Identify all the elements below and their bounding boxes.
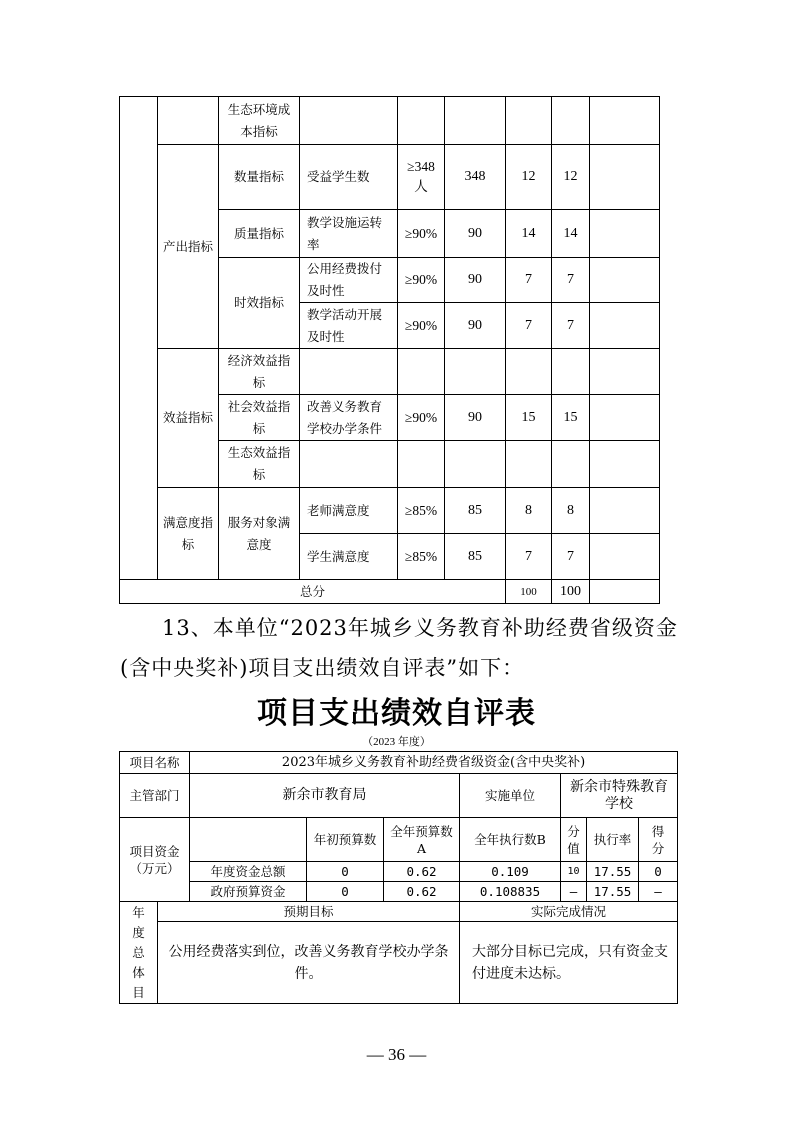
weight-value: 12 — [506, 145, 552, 210]
indicator-detail: 改善义务教育学校办学条件 — [300, 395, 398, 441]
points-value: 10 — [561, 862, 587, 882]
weight-value: 15 — [506, 395, 552, 441]
rate-value: 17.55 — [587, 882, 639, 902]
target-value: ≥90% — [398, 303, 445, 349]
cell-empty — [590, 534, 660, 580]
rate-value: 17.55 — [587, 862, 639, 882]
indicator-table — [119, 96, 660, 604]
hdr-points: 分值 — [561, 818, 587, 862]
full-value: 0.62 — [384, 862, 460, 882]
indicator-detail: 老师满意度 — [300, 488, 398, 534]
score-value: 12 — [552, 145, 590, 210]
hdr-score: 得分 — [639, 818, 678, 862]
dept-value: 新余市教育局 — [190, 774, 460, 818]
score-value: 14 — [552, 210, 590, 258]
first-level-cell — [120, 97, 158, 580]
score-value: 15 — [552, 395, 590, 441]
indicator-quality: 质量指标 — [219, 210, 300, 258]
cell-empty — [506, 97, 552, 145]
score-value: — — [639, 882, 678, 902]
cell-empty — [445, 97, 506, 145]
dept-label: 主管部门 — [120, 774, 190, 818]
hdr-full-year-exec: 全年执行数B — [460, 818, 561, 862]
cell-empty — [506, 441, 552, 488]
score-value: 7 — [552, 258, 590, 303]
cell-empty — [590, 210, 660, 258]
group-benefit: 效益指标 — [158, 349, 219, 488]
indicator-detail: 学生满意度 — [300, 534, 398, 580]
actual-value: 85 — [445, 534, 506, 580]
total-score: 100 — [552, 580, 590, 604]
funds-label: 项目资金（万元） — [120, 818, 190, 902]
exec-value: 0.109 — [460, 862, 561, 882]
cell-empty — [445, 349, 506, 395]
actual-value: 90 — [445, 395, 506, 441]
group-satisfaction: 满意度指标 — [158, 488, 219, 580]
cell-empty — [398, 441, 445, 488]
actual-value: 90 — [445, 258, 506, 303]
initial-value: 0 — [307, 862, 384, 882]
indicator-timeliness: 时效指标 — [219, 258, 300, 349]
cell-empty — [398, 97, 445, 145]
weight-value: 7 — [506, 303, 552, 349]
cell-empty — [300, 441, 398, 488]
indicator-eco-env-cost: 生态环境成本指标 — [219, 97, 300, 145]
cell-empty — [300, 97, 398, 145]
weight-value: 7 — [506, 534, 552, 580]
score-value: 7 — [552, 303, 590, 349]
overall-goal-label: 年度总体目 — [120, 902, 158, 1004]
cell-empty — [590, 441, 660, 488]
indicator-detail: 公用经费拨付及时性 — [300, 258, 398, 303]
indicator-ecological: 生态效益指标 — [219, 441, 300, 488]
second-level-empty — [158, 97, 219, 145]
actual-completion-header: 实际完成情况 — [460, 902, 678, 922]
cell-empty — [590, 488, 660, 534]
indicator-detail: 受益学生数 — [300, 145, 398, 210]
cell-empty — [552, 441, 590, 488]
cell-empty — [300, 349, 398, 395]
cell-empty — [506, 349, 552, 395]
target-value: ≥90% — [398, 210, 445, 258]
target-value: ≥90% — [398, 258, 445, 303]
cell-empty — [590, 145, 660, 210]
expected-goal-header: 预期目标 — [158, 902, 460, 922]
indicator-service-satisfaction: 服务对象满意度 — [219, 488, 300, 580]
actual-completion-text: 大部分目标已完成，只有资金支付进度未达标。 — [460, 922, 678, 1004]
cell-empty — [590, 349, 660, 395]
initial-value: 0 — [307, 882, 384, 902]
project-name: 2023年城乡义务教育补助经费省级资金(含中央奖补) — [190, 752, 678, 774]
indicator-quantity: 数量指标 — [219, 145, 300, 210]
weight-value: 14 — [506, 210, 552, 258]
total-label: 总分 — [120, 580, 506, 604]
unit-value: 新余市特殊教育学校 — [561, 774, 678, 818]
hdr-initial-budget: 年初预算数 — [307, 818, 384, 862]
weight-value: 8 — [506, 488, 552, 534]
score-value: 8 — [552, 488, 590, 534]
row-label: 政府预算资金 — [190, 882, 307, 902]
expected-goal-text: 公用经费落实到位，改善义务教育学校办学条件。 — [158, 922, 460, 1004]
total-weight: 100 — [506, 580, 552, 604]
points-value: — — [561, 882, 587, 902]
actual-value: 85 — [445, 488, 506, 534]
group-output: 产出指标 — [158, 145, 219, 349]
eval-table-year: （2023 年度） — [362, 736, 431, 748]
indicator-detail: 教学活动开展及时性 — [300, 303, 398, 349]
weight-value: 7 — [506, 258, 552, 303]
exec-value: 0.108835 — [460, 882, 561, 902]
hdr-full-year-budget: 全年预算数A — [384, 818, 460, 862]
unit-label: 实施单位 — [460, 774, 561, 818]
cell-empty — [398, 349, 445, 395]
cell-empty — [590, 395, 660, 441]
cell-empty — [190, 818, 307, 862]
hdr-exec-rate: 执行率 — [587, 818, 639, 862]
target-value: ≥85% — [398, 488, 445, 534]
page-number: — 36 — — [366, 1045, 427, 1064]
cell-empty — [590, 258, 660, 303]
cell-empty — [590, 580, 660, 604]
actual-value: 90 — [445, 303, 506, 349]
cell-empty — [552, 349, 590, 395]
section-paragraph: 13、本单位“2023年城乡义务教育补助经费省级资金(含中央奖补)项目支出绩效自评表”如下： — [120, 616, 678, 680]
actual-value: 90 — [445, 210, 506, 258]
cell-empty — [552, 97, 590, 145]
full-value: 0.62 — [384, 882, 460, 902]
indicator-social: 社会效益指标 — [219, 395, 300, 441]
row-label: 年度资金总额 — [190, 862, 307, 882]
eval-table-title: 项目支出绩效自评表 — [257, 696, 536, 731]
project-name-label: 项目名称 — [120, 752, 190, 774]
score-value: 7 — [552, 534, 590, 580]
cell-empty — [590, 303, 660, 349]
eval-table — [119, 751, 678, 1004]
actual-value: 348 — [445, 145, 506, 210]
cell-empty — [590, 97, 660, 145]
indicator-economic: 经济效益指标 — [219, 349, 300, 395]
target-value: ≥348人 — [398, 145, 445, 210]
target-value: ≥90% — [398, 395, 445, 441]
indicator-detail: 教学设施运转率 — [300, 210, 398, 258]
cell-empty — [445, 441, 506, 488]
score-value: 0 — [639, 862, 678, 882]
target-value: ≥85% — [398, 534, 445, 580]
